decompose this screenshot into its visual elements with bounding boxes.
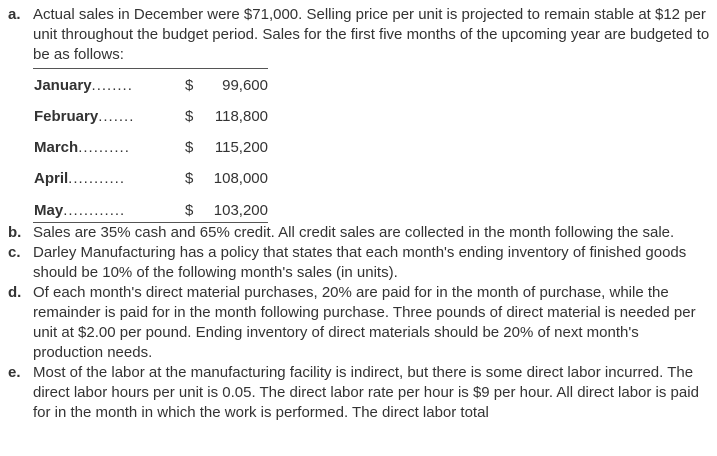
table-row: [33, 194, 268, 222]
leader-dots: ........: [91, 77, 133, 94]
month-label: March: [34, 139, 79, 156]
item-letter: c.: [8, 244, 21, 261]
item-d: [8, 283, 711, 363]
item-e: [8, 363, 711, 423]
month-label: May: [34, 202, 64, 219]
leader-dots: .......: [98, 108, 135, 125]
currency-symbol: $: [185, 202, 194, 219]
leader-dots: ..........: [78, 139, 130, 156]
currency-symbol: $: [185, 77, 194, 94]
leader-dots: ............: [63, 202, 126, 219]
item-text: Most of the labor at the manufacturing facility is indirect, but there is some direct labor incurred. The direct labor hours per unit is 0.05. The direct labor rate per hour is $9 per hour. All direct labor is paid for in the month in which the work is performed. The direct labor total: [33, 364, 699, 421]
month-label: February: [34, 108, 99, 125]
item-letter: b.: [8, 224, 22, 241]
item-text: Sales are 35% cash and 65% credit. All credit sales are collected in the month following the sale.: [33, 224, 675, 241]
item-text: Actual sales in December were $71,000. Selling price per unit is projected to remain stable at $12 per unit throughout the budget period. Sales for the first five months of the upcoming year are budgeted to be as follows:: [33, 6, 710, 63]
currency-symbol: $: [185, 108, 194, 125]
item-text: Darley Manufacturing has a policy that states that each month's ending inventory of finished goods should be 10% of the following month's sales (in units).: [33, 244, 687, 281]
table-row: [33, 132, 268, 163]
sales-amount: 103,200: [213, 202, 268, 219]
item-letter: e.: [8, 364, 21, 381]
month-label: January: [34, 77, 92, 94]
sales-amount: 115,200: [214, 139, 268, 156]
currency-symbol: $: [185, 170, 194, 187]
sales-amount: 99,600: [222, 77, 268, 94]
item-letter: a.: [8, 6, 21, 23]
table-row: [33, 70, 268, 101]
item-c: [8, 243, 711, 283]
item-text: Of each month's direct material purchases, 20% are paid for in the month of purchase, while the remainder is paid for in the month following purchase. Three pounds of direct material is needed per unit at $2.00 per pound. Ending inventory of direct materials should be 20% of next month's production needs.: [33, 284, 696, 361]
item-letter: d.: [8, 284, 22, 301]
sales-amount: 118,800: [214, 108, 268, 125]
item-a: [8, 5, 711, 65]
month-label: April: [34, 170, 69, 187]
currency-symbol: $: [185, 139, 194, 156]
sales-amount: 108,000: [213, 170, 268, 187]
table-row: [33, 101, 268, 132]
leader-dots: ...........: [68, 170, 126, 187]
table-row: [33, 163, 268, 194]
item-b: [8, 223, 711, 243]
sales-table: [33, 68, 268, 223]
